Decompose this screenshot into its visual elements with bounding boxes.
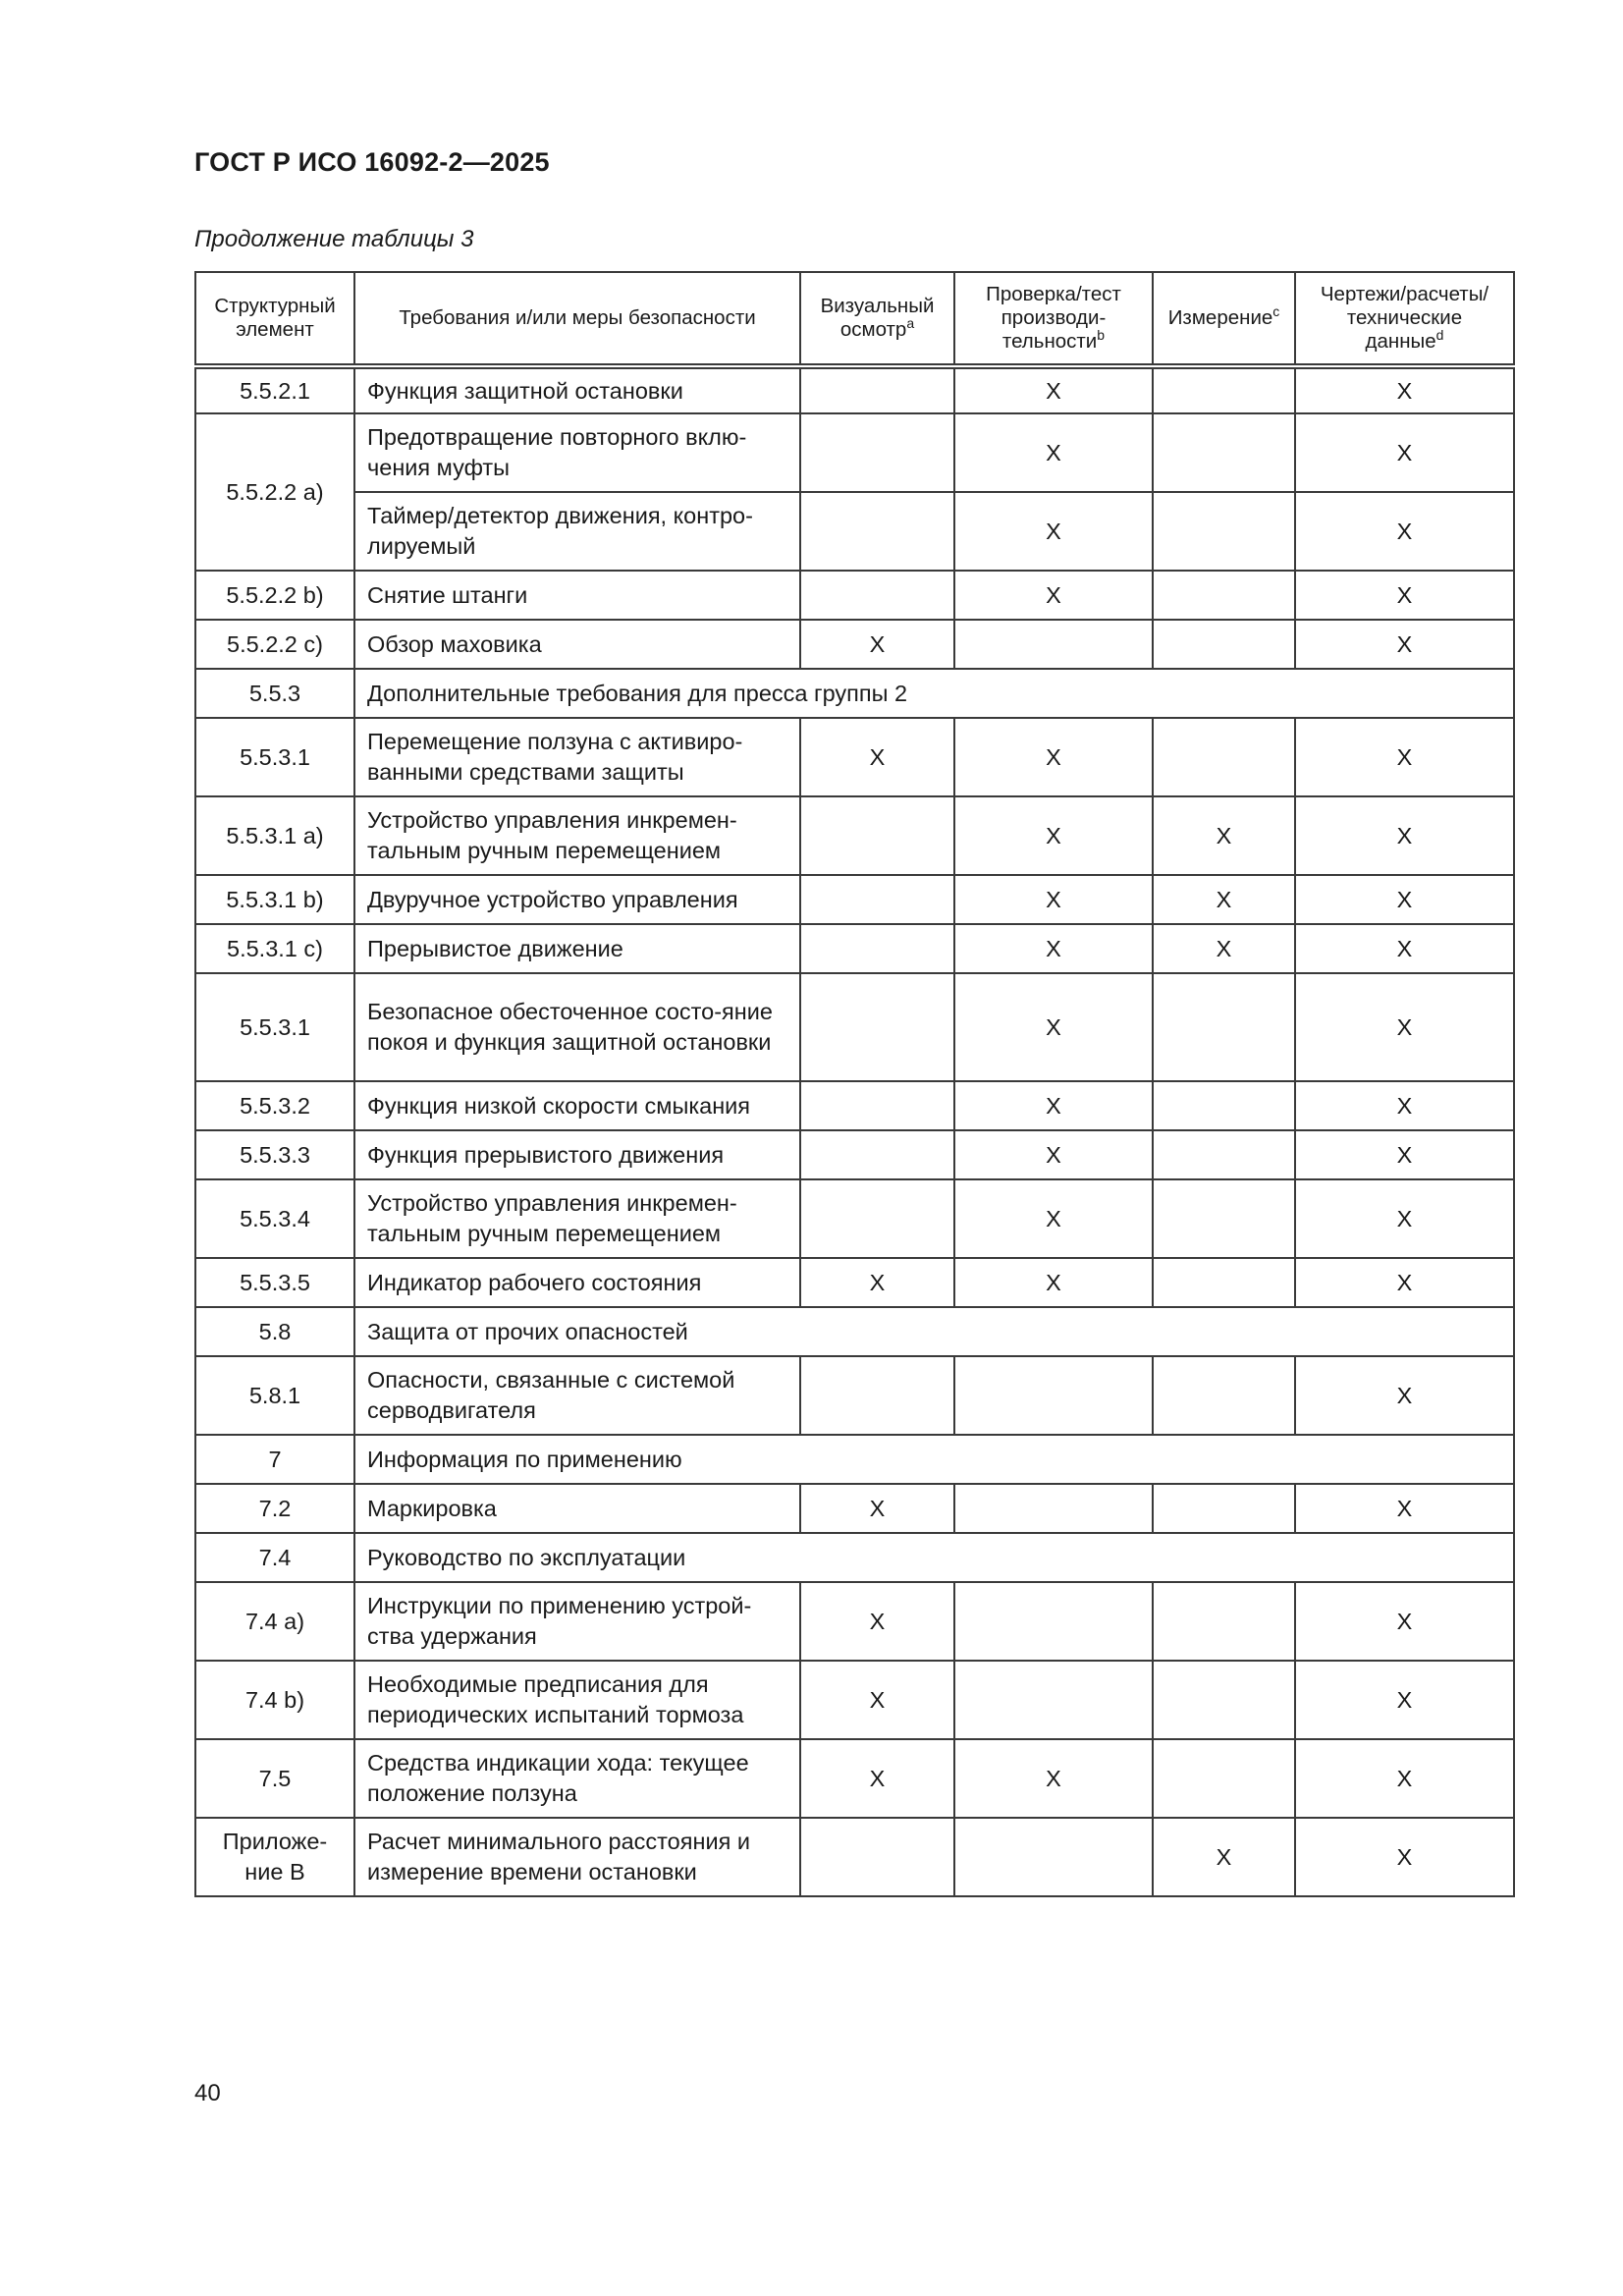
- measure-cell: X: [1153, 875, 1295, 924]
- section-cell: 5.5.3: [195, 669, 354, 718]
- table-header-row: [195, 272, 1514, 366]
- table-row: [195, 366, 1514, 413]
- test-cell: [954, 1818, 1153, 1896]
- section-cell: 5.5.2.2 b): [195, 571, 354, 620]
- test-cell: X: [954, 796, 1153, 875]
- section-cell: 7.5: [195, 1739, 354, 1818]
- measure-cell: [1153, 366, 1295, 413]
- drawings-cell: X: [1295, 620, 1514, 669]
- requirement-cell: Руководство по эксплуатации: [354, 1533, 1514, 1582]
- drawings-cell: X: [1295, 366, 1514, 413]
- test-cell: X: [954, 875, 1153, 924]
- visual-cell: [800, 1081, 954, 1130]
- measure-cell: [1153, 1661, 1295, 1739]
- section-cell: 7: [195, 1435, 354, 1484]
- requirement-cell: Индикатор рабочего состояния: [354, 1258, 800, 1307]
- drawings-cell: X: [1295, 924, 1514, 973]
- measure-cell: [1153, 973, 1295, 1081]
- measure-cell: [1153, 1130, 1295, 1179]
- table-row: [195, 1356, 1514, 1435]
- section-cell: 5.5.3.4: [195, 1179, 354, 1258]
- visual-cell: [800, 413, 954, 492]
- section-cell: 5.5.3.1 b): [195, 875, 354, 924]
- table-caption: Продолжение таблицы 3: [194, 226, 474, 252]
- measure-cell: [1153, 492, 1295, 571]
- section-cell: 5.5.2.2 a): [195, 413, 354, 571]
- test-cell: [954, 1484, 1153, 1533]
- measure-cell: X: [1153, 924, 1295, 973]
- section-cell: 5.5.3.3: [195, 1130, 354, 1179]
- table-row: [195, 1179, 1514, 1258]
- footnote-d: d: [1435, 327, 1444, 344]
- visual-cell: X: [800, 1258, 954, 1307]
- measure-cell: X: [1153, 796, 1295, 875]
- table-row: [195, 1484, 1514, 1533]
- section-cell: Приложе-ние B: [195, 1818, 354, 1896]
- requirement-cell: Обзор маховика: [354, 620, 800, 669]
- drawings-cell: X: [1295, 571, 1514, 620]
- test-cell: X: [954, 492, 1153, 571]
- test-cell: [954, 1356, 1153, 1435]
- table-row: [195, 492, 1514, 571]
- drawings-cell: X: [1295, 1818, 1514, 1896]
- table-row: [195, 973, 1514, 1081]
- test-cell: X: [954, 924, 1153, 973]
- visual-cell: X: [800, 620, 954, 669]
- requirement-cell: Расчет минимального расстояния и измерение времени остановки: [354, 1818, 800, 1896]
- table-row: [195, 571, 1514, 620]
- section-cell: 5.5.2.1: [195, 366, 354, 413]
- requirement-cell: Маркировка: [354, 1484, 800, 1533]
- table-row: [195, 669, 1514, 718]
- header-drawings: Чертежи/расчеты/ технические данные$^d$: [1295, 272, 1514, 366]
- section-cell: 5.5.2.2 c): [195, 620, 354, 669]
- drawings-cell: X: [1295, 1356, 1514, 1435]
- section-cell: 7.2: [195, 1484, 354, 1533]
- requirement-cell: Средства индикации хода: текущее положение ползуна: [354, 1739, 800, 1818]
- header-element: Структурный элемент: [195, 272, 354, 366]
- visual-cell: [800, 1818, 954, 1896]
- test-cell: X: [954, 413, 1153, 492]
- measure-cell: [1153, 1484, 1295, 1533]
- requirement-cell: Прерывистое движение: [354, 924, 800, 973]
- test-cell: X: [954, 366, 1153, 413]
- measure-cell: [1153, 1739, 1295, 1818]
- header-visual: Визуальный осмотр$^a$: [800, 272, 954, 366]
- drawings-cell: X: [1295, 1081, 1514, 1130]
- footnote-c: c: [1272, 303, 1280, 320]
- visual-cell: [800, 1130, 954, 1179]
- visual-cell: [800, 571, 954, 620]
- table-row: [195, 1533, 1514, 1582]
- section-cell: 5.8.1: [195, 1356, 354, 1435]
- test-cell: [954, 620, 1153, 669]
- requirement-cell: Предотвращение повторного вклю-чения муфты: [354, 413, 800, 492]
- table-row: [195, 796, 1514, 875]
- header-requirements: Требования и/или меры безопасности: [354, 272, 800, 366]
- section-cell: 5.8: [195, 1307, 354, 1356]
- drawings-cell: X: [1295, 1130, 1514, 1179]
- requirement-cell: Функция прерывистого движения: [354, 1130, 800, 1179]
- section-cell: 5.5.3.1 c): [195, 924, 354, 973]
- visual-cell: [800, 875, 954, 924]
- visual-cell: [800, 924, 954, 973]
- test-cell: X: [954, 571, 1153, 620]
- drawings-cell: X: [1295, 973, 1514, 1081]
- drawings-cell: X: [1295, 1661, 1514, 1739]
- table-row: [195, 1818, 1514, 1896]
- requirement-cell: Функция защитной остановки: [354, 366, 800, 413]
- drawings-cell: X: [1295, 1179, 1514, 1258]
- visual-cell: X: [800, 1739, 954, 1818]
- drawings-cell: X: [1295, 875, 1514, 924]
- table-row: [195, 924, 1514, 973]
- section-cell: 7.4: [195, 1533, 354, 1582]
- visual-cell: X: [800, 1484, 954, 1533]
- table-row: [195, 1307, 1514, 1356]
- measure-cell: [1153, 1582, 1295, 1661]
- measure-cell: [1153, 1258, 1295, 1307]
- section-cell: 7.4 b): [195, 1661, 354, 1739]
- section-cell: 5.5.3.2: [195, 1081, 354, 1130]
- measure-cell: [1153, 718, 1295, 796]
- requirement-cell: Таймер/детектор движения, контро-лируемый: [354, 492, 800, 571]
- test-cell: X: [954, 1258, 1153, 1307]
- measure-cell: [1153, 620, 1295, 669]
- visual-cell: [800, 366, 954, 413]
- table-row: [195, 620, 1514, 669]
- section-cell: 5.5.3.1 a): [195, 796, 354, 875]
- visual-cell: [800, 1179, 954, 1258]
- test-cell: [954, 1661, 1153, 1739]
- visual-cell: X: [800, 1661, 954, 1739]
- requirement-cell: Необходимые предписания для периодических испытаний тормоза: [354, 1661, 800, 1739]
- drawings-cell: X: [1295, 413, 1514, 492]
- visual-cell: X: [800, 718, 954, 796]
- test-cell: X: [954, 718, 1153, 796]
- requirement-cell: Инструкции по применению устрой-ства удержания: [354, 1582, 800, 1661]
- header-test: Проверка/тест производи-тельности$^b$: [954, 272, 1153, 366]
- requirement-cell: Перемещение ползуна с активиро-ванными средствами защиты: [354, 718, 800, 796]
- requirement-cell: Двуручное устройство управления: [354, 875, 800, 924]
- requirement-cell: Защита от прочих опасностей: [354, 1307, 1514, 1356]
- footnote-b: b: [1097, 327, 1106, 344]
- requirement-cell: Устройство управления инкремен-тальным ручным перемещением: [354, 796, 800, 875]
- table-row: [195, 718, 1514, 796]
- table-row: [195, 875, 1514, 924]
- measure-cell: X: [1153, 1818, 1295, 1896]
- drawings-cell: X: [1295, 1739, 1514, 1818]
- section-cell: 5.5.3.1: [195, 973, 354, 1081]
- test-cell: X: [954, 1130, 1153, 1179]
- table-row: [195, 1582, 1514, 1661]
- requirement-cell: Дополнительные требования для пресса группы 2: [354, 669, 1514, 718]
- measure-cell: [1153, 1179, 1295, 1258]
- table-row: [195, 1081, 1514, 1130]
- drawings-cell: X: [1295, 718, 1514, 796]
- test-cell: X: [954, 1081, 1153, 1130]
- table-row: [195, 413, 1514, 492]
- visual-cell: [800, 973, 954, 1081]
- table-row: [195, 1130, 1514, 1179]
- footnote-a: a: [906, 315, 915, 332]
- requirement-cell: Снятие штанги: [354, 571, 800, 620]
- test-cell: X: [954, 1179, 1153, 1258]
- document-title: ГОСТ Р ИСО 16092-2—2025: [194, 147, 550, 177]
- drawings-cell: X: [1295, 1258, 1514, 1307]
- drawings-cell: X: [1295, 796, 1514, 875]
- test-cell: X: [954, 973, 1153, 1081]
- requirement-cell: Опасности, связанные с системой серводвигателя: [354, 1356, 800, 1435]
- requirement-cell: Устройство управления инкремен-тальным ручным перемещением: [354, 1179, 800, 1258]
- drawings-cell: X: [1295, 1582, 1514, 1661]
- section-cell: 5.5.3.5: [195, 1258, 354, 1307]
- drawings-cell: X: [1295, 492, 1514, 571]
- measure-cell: [1153, 1081, 1295, 1130]
- drawings-cell: X: [1295, 1484, 1514, 1533]
- table-row: [195, 1661, 1514, 1739]
- requirement-cell: Безопасное обесточенное состо-яние покоя и функция защитной остановки: [354, 973, 800, 1081]
- table-row: [195, 1258, 1514, 1307]
- visual-cell: [800, 492, 954, 571]
- section-cell: 5.5.3.1: [195, 718, 354, 796]
- measure-cell: [1153, 571, 1295, 620]
- test-cell: X: [954, 1739, 1153, 1818]
- test-cell: [954, 1582, 1153, 1661]
- page-number: 40: [194, 2080, 221, 2106]
- table-row: [195, 1739, 1514, 1818]
- visual-cell: X: [800, 1582, 954, 1661]
- requirements-table: [194, 271, 1515, 1897]
- requirement-cell: Информация по применению: [354, 1435, 1514, 1484]
- measure-cell: [1153, 1356, 1295, 1435]
- requirement-cell: Функция низкой скорости смыкания: [354, 1081, 800, 1130]
- measure-cell: [1153, 413, 1295, 492]
- visual-cell: [800, 1356, 954, 1435]
- table-row: [195, 1435, 1514, 1484]
- visual-cell: [800, 796, 954, 875]
- section-cell: 7.4 a): [195, 1582, 354, 1661]
- header-measure: Измерение$^c$: [1153, 272, 1295, 366]
